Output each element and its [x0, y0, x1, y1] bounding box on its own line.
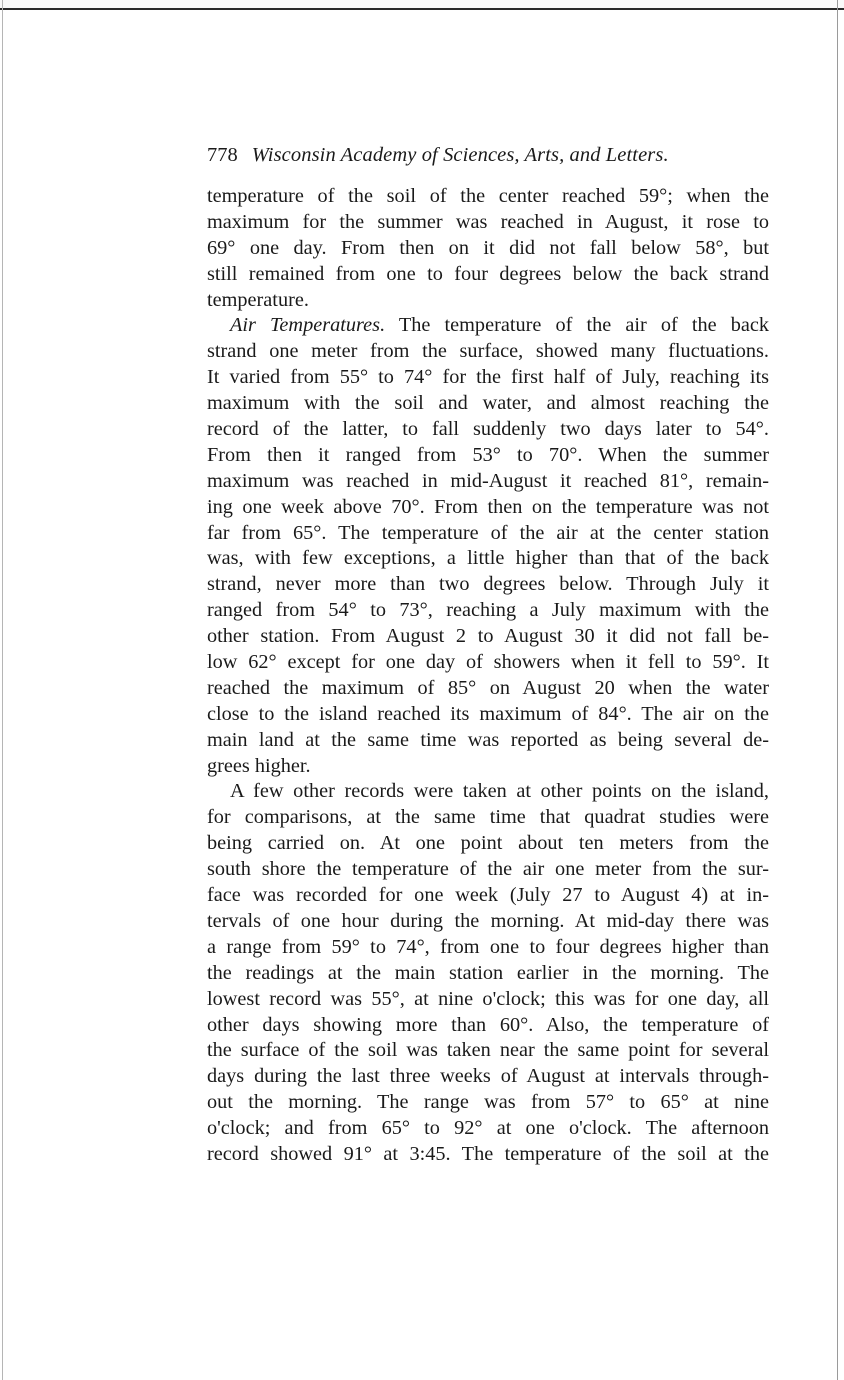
- text-line: record of the latter, to fall suddenly two days later to 54°.: [207, 418, 769, 441]
- text-line: still remained from one to four degrees below the back strand: [207, 262, 769, 285]
- text-line: ing one week above 70°. From then on the temperature was not: [207, 495, 769, 518]
- text-line: grees higher.: [207, 754, 311, 777]
- text-line: temperature.: [207, 288, 309, 311]
- text-line: maximum was reached in mid-August it reached 81°, remain-: [207, 469, 769, 492]
- text-line: lowest record was 55°, at nine o'clock; this was for one day, all: [207, 987, 769, 1010]
- text-line: for comparisons, at the same time that quadrat studies were: [207, 806, 769, 829]
- page-top-edge: [0, 0, 844, 10]
- text-line: days during the last three weeks of August at intervals through-: [207, 1065, 769, 1088]
- text-line: other days showing more than 60°. Also, the temperature of: [207, 1013, 769, 1036]
- text-line: ranged from 54° to 73°, reaching a July maximum with the: [207, 599, 769, 622]
- running-header: [207, 142, 769, 168]
- text-line: maximum with the soil and water, and almost reaching the: [207, 392, 769, 415]
- text-line: close to the island reached its maximum of 84°. The air on the: [207, 702, 769, 725]
- text-line: record showed 91° at 3:45. The temperature of the soil at the: [207, 1142, 769, 1165]
- text-line-content: The temperature of the air of the back: [398, 314, 769, 337]
- text-line: far from 65°. The temperature of the air at the center station: [207, 521, 769, 544]
- text-line: low 62° except for one day of showers when it fell to 59°. It: [207, 651, 769, 674]
- paragraph-other-records: [207, 779, 769, 1167]
- text-line: south shore the temperature of the air one meter from the sur-: [207, 858, 769, 881]
- text-line: reached the maximum of 85° on August 20 when the water: [207, 676, 769, 699]
- text-line: From then it ranged from 53° to 70°. When the summer: [207, 443, 769, 466]
- text-line: maximum for the summer was reached in August, it rose to: [207, 210, 769, 233]
- text-line: other station. From August 2 to August 30 it did not fall be-: [207, 625, 769, 648]
- body-text: [207, 184, 769, 1168]
- text-line: It varied from 55° to 74° for the first half of July, reaching its: [207, 366, 769, 389]
- text-line: out the morning. The range was from 57° to 65° at nine: [207, 1091, 769, 1114]
- text-line: A few other records were taken at other points on the island,: [230, 780, 769, 803]
- text-line: face was recorded for one week (July 27 to August 4) at in-: [207, 884, 769, 907]
- paragraph-air-temperatures: [207, 313, 769, 779]
- text-line: being carried on. At one point about ten meters from the: [207, 832, 769, 855]
- text-line: strand, never more than two degrees below. Through July it: [207, 573, 769, 596]
- text-line: tervals of one hour during the morning. At mid-day there was: [207, 909, 769, 932]
- journal-title: Wisconsin Academy of Sciences, Arts, and Letters.: [251, 144, 669, 166]
- text-line: strand one meter from the surface, showed many fluctuations.: [207, 340, 769, 363]
- text-line: the surface of the soil was taken near the same point for several: [207, 1039, 769, 1062]
- text-line: [207, 313, 769, 339]
- page-left-edge: [2, 0, 3, 1380]
- page-number: 778: [207, 144, 238, 166]
- text-line: was, with few exceptions, a little higher than that of the back: [207, 547, 769, 570]
- paragraph-soil-continuation: [207, 184, 769, 313]
- text-line: 69° one day. From then on it did not fall below 58°, but: [207, 236, 769, 259]
- text-line: o'clock; and from 65° to 92° at one o'clock. The afternoon: [207, 1117, 769, 1140]
- text-line: temperature of the soil of the center reached 59°; when the: [207, 185, 769, 207]
- text-line: a range from 59° to 74°, from one to four degrees higher than: [207, 935, 769, 958]
- page-right-edge: [837, 0, 838, 1380]
- text-line: main land at the same time was reported as being several de-: [207, 728, 769, 751]
- section-heading-air-temperatures: Air Temperatures.: [230, 314, 386, 337]
- text-line: the readings at the main station earlier in the morning. The: [207, 961, 769, 984]
